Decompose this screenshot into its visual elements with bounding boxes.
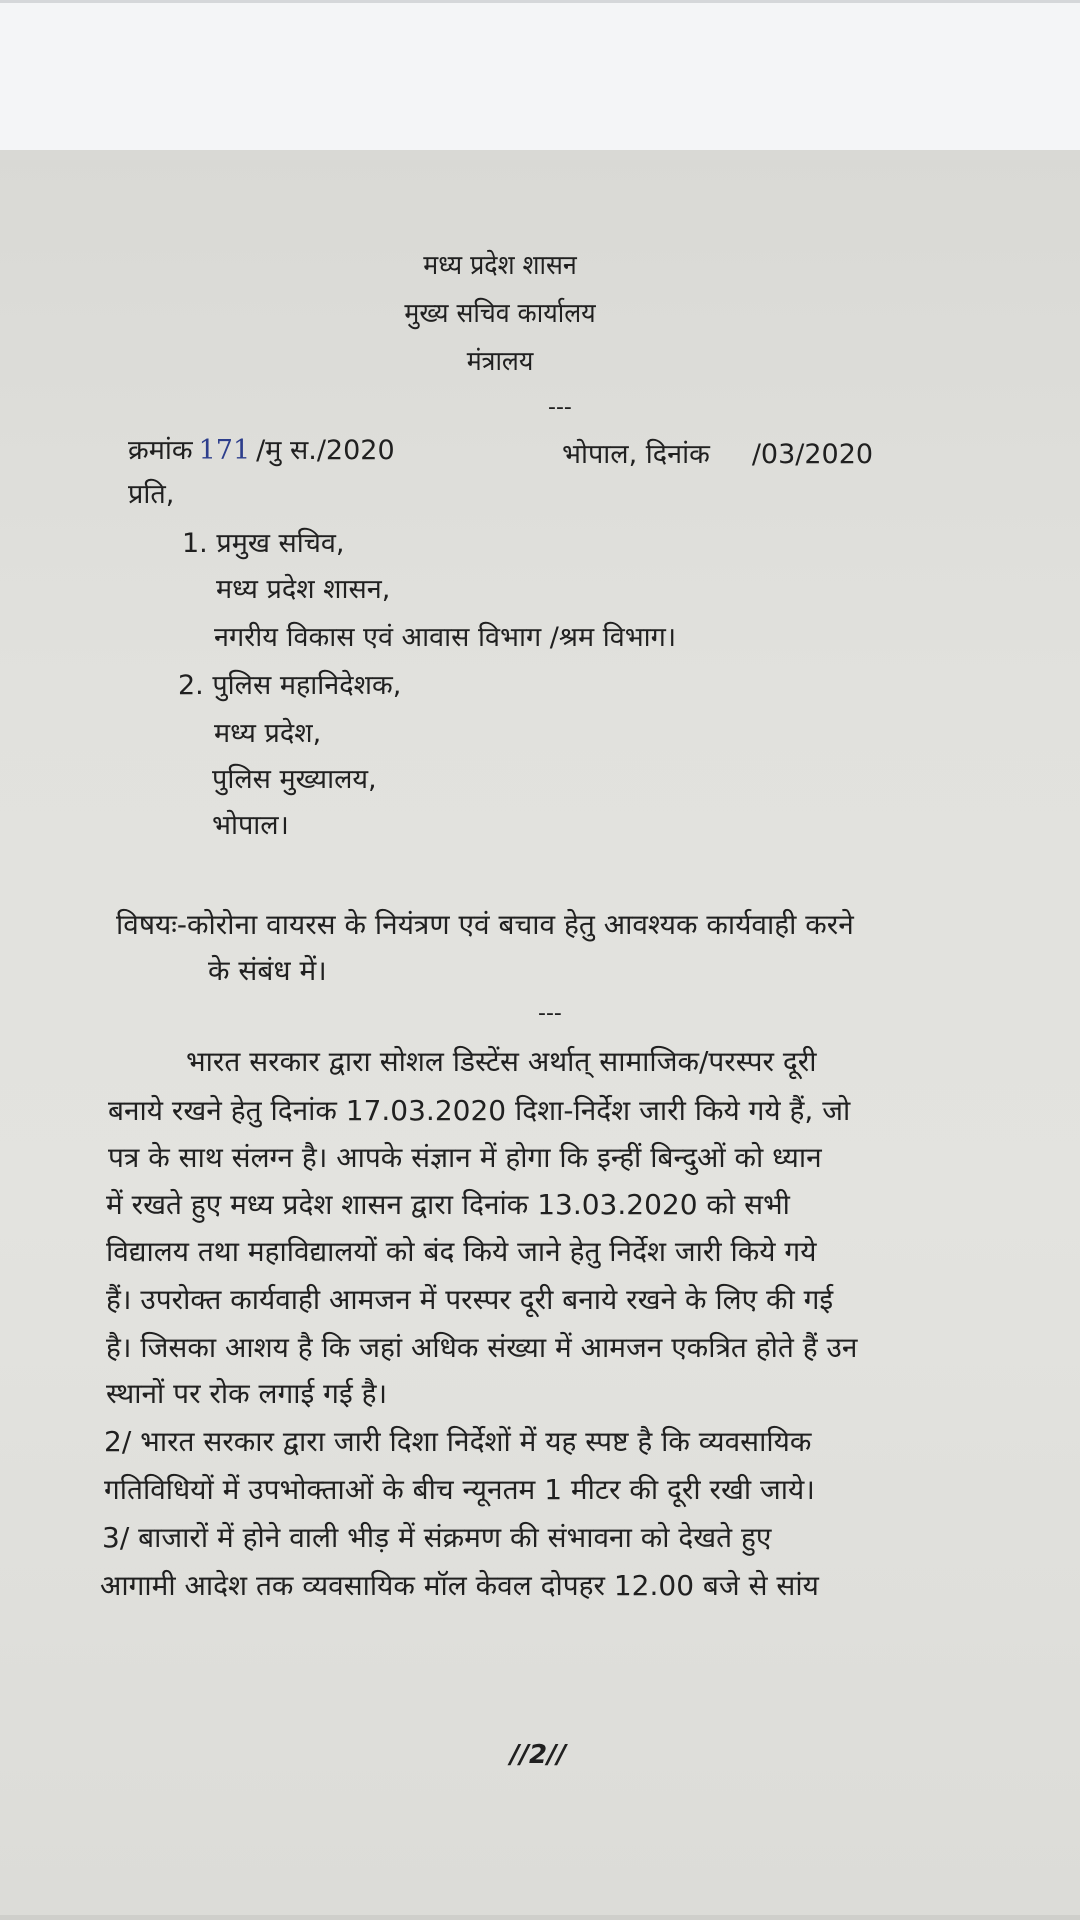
header-line-2: मुख्य सचिव कार्यालय: [404, 298, 596, 329]
body-line-5: विद्यालय तथा महाविद्यालयों को बंद किये जाने हेतु निर्देश जारी किये गये: [106, 1235, 817, 1268]
body-line-6: हैं। उपरोक्त कार्यवाही आमजन में परस्पर दूरी बनाये रखने के लिए की गई: [106, 1283, 834, 1316]
recipient-line-4: 2. पुलिस महानिदेशक,: [178, 670, 402, 701]
body-line-1: भारत सरकार द्वारा सोशल डिस्टेंस अर्थात् सामाजिक/परस्पर दूरी: [186, 1045, 817, 1078]
body-line-4: में रखते हुए मध्य प्रदेश शासन द्वारा दिनांक 13.03.2020 को सभी: [106, 1188, 790, 1221]
body-line-10: गतिविधियों में उपभोक्ताओं के बीच न्यूनतम 1 मीटर की दूरी रखी जाये।: [104, 1473, 815, 1506]
kramank-handwritten-number: 171: [198, 435, 251, 466]
body-line-12: आगामी आदेश तक व्यवसायिक मॉल केवल दोपहर 12.00 बजे से सांय: [100, 1569, 819, 1602]
body-line-8: स्थानों पर रोक लगाई गई है।: [106, 1377, 388, 1410]
reference-number: [128, 433, 395, 469]
recipient-line-5: मध्य प्रदेश,: [214, 718, 322, 749]
recipient-line-3: नगरीय विकास एवं आवास विभाग /श्रम विभाग।: [214, 622, 677, 653]
recipient-line-6: पुलिस मुख्यालय,: [212, 764, 377, 795]
place-date: [562, 437, 873, 473]
place-date-label: भोपाल, दिनांक: [562, 439, 710, 470]
top-bar: [0, 0, 1080, 153]
subject-line-2: के संबंध में।: [208, 954, 327, 987]
body-line-2: बनाये रखने हेतु दिनांक 17.03.2020 दिशा-निर्देश जारी किये गये हैं, जो: [108, 1094, 851, 1127]
subject-separator: ---: [538, 1001, 562, 1026]
header-separator: ---: [548, 395, 572, 420]
body-line-3: पत्र के साथ संलग्न है। आपके संज्ञान में होगा कि इन्हीं बिन्दुओं को ध्यान: [108, 1141, 822, 1174]
page-number: //2//: [510, 1740, 567, 1770]
recipient-line-2: मध्य प्रदेश शासन,: [216, 574, 391, 605]
document-photo: [0, 150, 1080, 1920]
kramank-label: क्रमांक: [128, 435, 193, 466]
body-line-11: 3/ बाजारों में होने वाली भीड़ में संक्रमण की संभावना को देखते हुए: [102, 1521, 772, 1554]
kramank-suffix: /मु स./2020: [256, 435, 395, 466]
header-line-3: मंत्रालय: [466, 346, 534, 377]
letter-page: [0, 150, 1080, 1920]
header-line-1: मध्य प्रदेश शासन: [423, 250, 577, 281]
subject-line-1: विषयः-कोरोना वायरस के नियंत्रण एवं बचाव हेतु आवश्यक कार्यवाही करने: [116, 908, 854, 941]
bottom-edge: [0, 1915, 1080, 1920]
recipient-line-1: 1. प्रमुख सचिव,: [182, 528, 345, 559]
to-label: प्रति,: [128, 479, 175, 510]
date-value: /03/2020: [751, 439, 874, 470]
body-line-9: 2/ भारत सरकार द्वारा जारी दिशा निर्देशों में यह स्पष्ट है कि व्यवसायिक: [104, 1425, 812, 1458]
body-line-7: है। जिसका आशय है कि जहां अधिक संख्या में आमजन एकत्रित होते हैं उन: [106, 1331, 858, 1364]
recipient-line-7: भोपाल।: [212, 810, 289, 841]
